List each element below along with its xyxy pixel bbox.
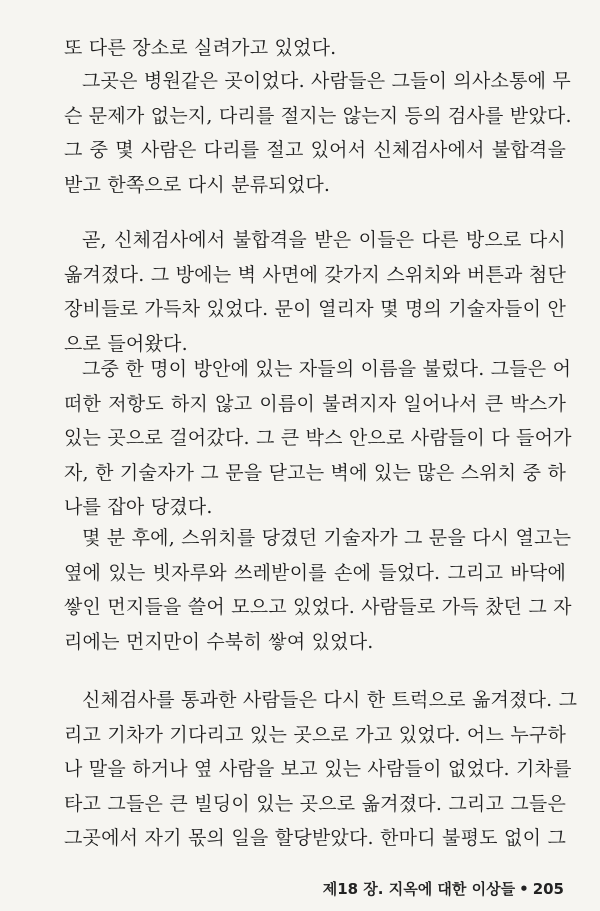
page-footer: [323, 878, 564, 899]
paragraph-6: [64, 683, 578, 856]
chapter-title: 제18 장. 지옥에 대한 이상들: [322, 880, 516, 898]
text-line: 쌓인 먼지들을 쓸어 모으고 있었다. 사람들로 가득 찼던 그 자: [64, 596, 572, 618]
text-line: 자, 한 기술자가 그 문을 닫고는 벽에 있는 많은 스위치 중 하: [64, 461, 566, 484]
text-line: 곧, 신체검사에서 불합격을 받은 이들은 다른 방으로 다시: [82, 229, 566, 251]
text-line: 있는 곳으로 걸어갔다. 그 큰 박스 안으로 사람들이 다 들어가: [64, 427, 572, 449]
text-line: 타고 그들은 큰 빌딩이 있는 곳으로 옮겨졌다. 그리고 그들은: [64, 792, 566, 815]
paragraph-1: [64, 31, 566, 66]
text-line: 그 중 몇 사람은 다리를 절고 있어서 신체검사에서 불합격을: [64, 139, 566, 161]
text-line: 슨 문제가 없는지, 다리를 절지는 않는지 등의 검사를 받았다.: [64, 104, 572, 127]
text-line: 리에는 먼지만이 수북히 쌓여 있었다.: [64, 630, 374, 653]
text-line: 그중 한 명이 방안에 있는 자들의 이름을 불렀다. 그들은 어: [82, 358, 572, 380]
text-line: 나 말을 하거나 옆 사람을 보고 있는 사람들이 없었다. 기차를: [64, 758, 572, 780]
bullet-separator: •: [519, 880, 529, 898]
text-line: 또 다른 장소로 실려가고 있었다.: [64, 37, 337, 59]
paragraph-3: [64, 223, 566, 361]
text-line: 장비들로 가득차 있었다. 문이 열리자 몇 명의 기술자들이 안: [64, 298, 566, 320]
paragraph-2: [64, 64, 572, 202]
text-line: 신체검사를 통과한 사람들은 다시 한 트럭으로 옮겨졌다. 그: [82, 689, 578, 711]
page-number: 205: [532, 880, 564, 898]
paragraph-5: [64, 521, 572, 659]
text-line: 옆에 있는 빗자루와 쓰레받이를 손에 들었다. 그리고 바닥에: [64, 561, 566, 584]
paragraph-4: [64, 352, 572, 525]
text-line: 몇 분 후에, 스위치를 당겼던 기술자가 그 문을 다시 열고는: [82, 527, 572, 549]
text-line: 옮겨졌다. 그 방에는 벽 사면에 갖가지 스위치와 버튼과 첨단: [64, 263, 566, 286]
text-line: 리고 기차가 기다리고 있는 곳으로 가고 있었다. 어느 누구하: [64, 723, 566, 746]
text-line: 받고 한쪽으로 다시 분류되었다.: [64, 173, 331, 196]
text-line: 으로 들어왔다.: [64, 332, 188, 355]
text-line: 나를 잡아 당겼다.: [64, 496, 213, 518]
text-line: 떠한 저항도 하지 않고 이름이 불려지자 일어나서 큰 박스가: [64, 392, 566, 415]
text-line: 그곳에서 자기 몫의 일을 할당받았다. 한마디 불평도 없이 그: [64, 827, 566, 849]
text-line: 그곳은 병원같은 곳이었다. 사람들은 그들이 의사소통에 무: [82, 70, 571, 92]
